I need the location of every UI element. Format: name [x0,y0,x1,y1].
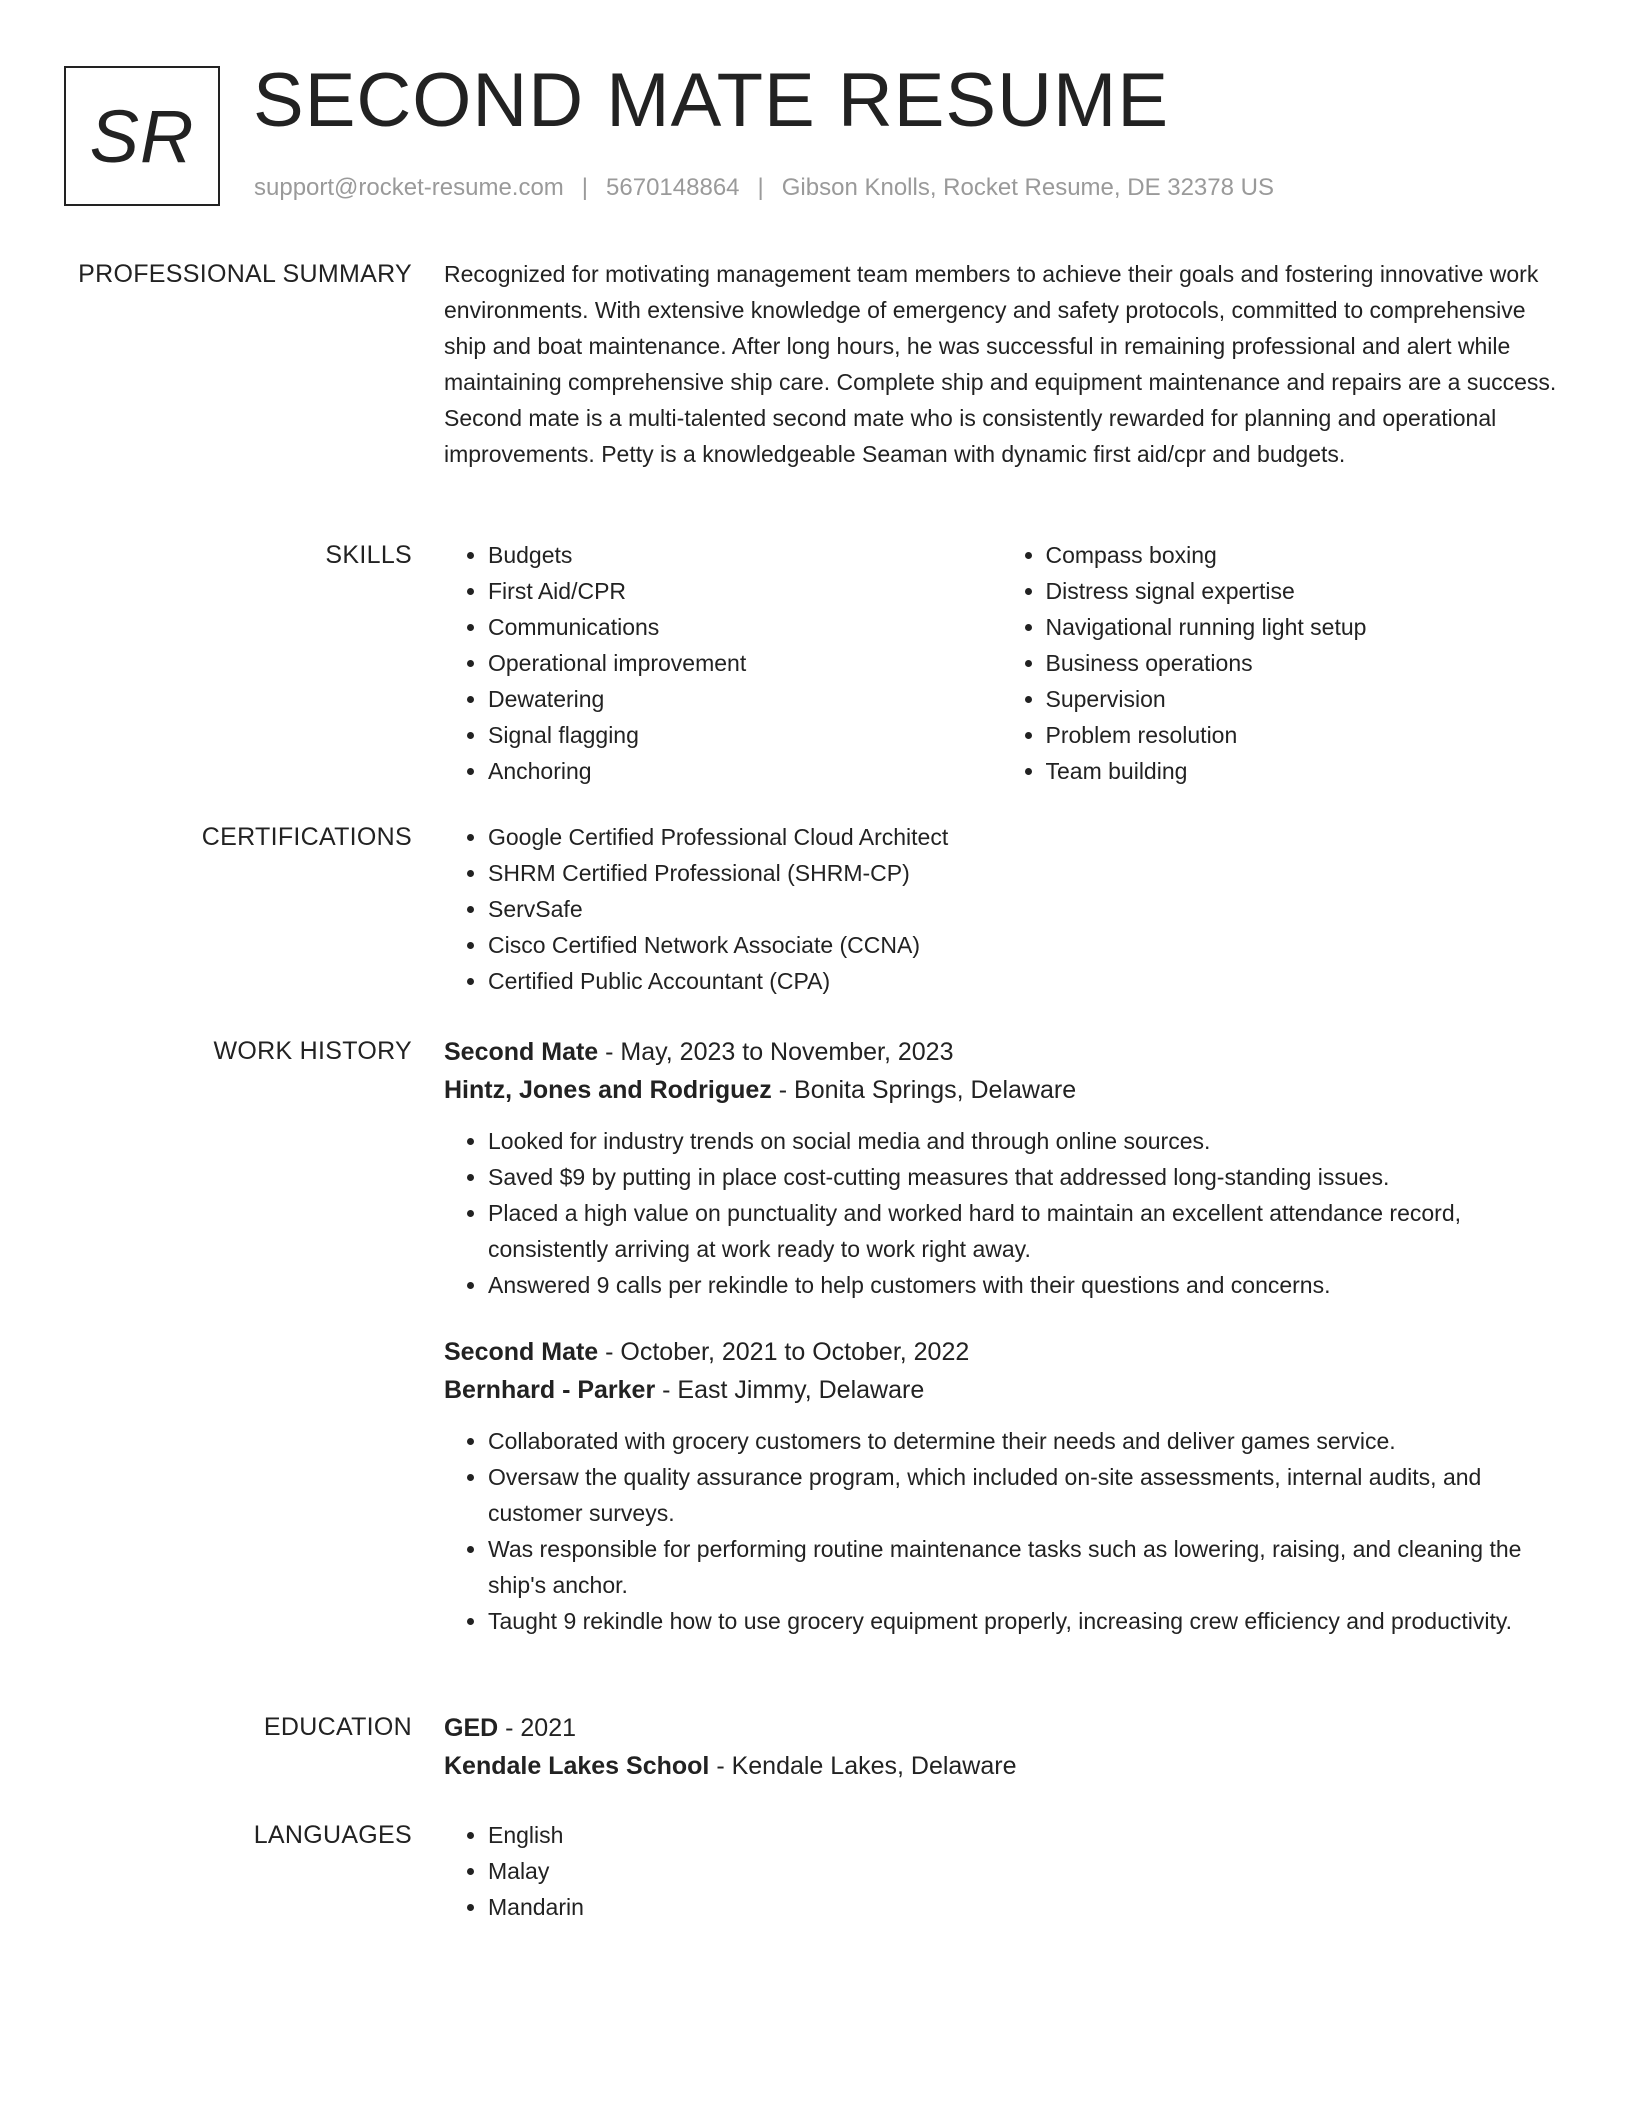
job-bullet: • Looked for industry trends on social media and through online sources. [488,1123,1559,1159]
certification-item: • SHRM Certified Professional (SHRM-CP) [488,855,1559,891]
summary-content [444,256,1559,472]
job-bullet: • Placed a high value on punctuality and worked hard to maintain an excellent attendance record, consistently arriving at work ready to work right away. [488,1195,1559,1267]
job-bullet: • Collaborated with grocery customers to determine their needs and deliver games service. [488,1423,1559,1459]
job-bullet-list [444,1123,1559,1303]
skill-item: • Signal flagging [488,717,1002,753]
job-company: Hintz, Jones and Rodriguez [444,1076,772,1104]
work-history-content [444,1033,1559,1639]
education-degree-line [444,1709,1559,1747]
education-location: - Kendale Lakes, Delaware [709,1752,1017,1780]
education-content [444,1709,1559,1785]
skill-item: • Problem resolution [1046,717,1560,753]
job-location: - Bonita Springs, Delaware [771,1076,1077,1104]
education-label: EDUCATION [263,1713,412,1741]
skill-item: • Team building [1046,753,1560,789]
languages-content [444,1817,1559,1925]
job-dates: - May, 2023 to November, 2023 [598,1038,954,1066]
education-degree: GED [444,1714,499,1742]
education-school: Kendale Lakes School [444,1752,710,1780]
contact-address: Gibson Knolls, Rocket Resume, DE 32378 US [781,174,1274,201]
contact-line [254,174,1274,202]
initials-monogram: SR [64,66,220,206]
skill-item: • Business operations [1046,645,1560,681]
job-bullet-list [444,1423,1559,1639]
job-bullet: • Saved $9 by putting in place cost-cutting measures that addressed long-standing issues. [488,1159,1559,1195]
job-dates: - October, 2021 to October, 2022 [598,1338,970,1366]
education-year: - 2021 [498,1714,577,1742]
certification-item: • ServSafe [488,891,1559,927]
job-title: Second Mate [444,1038,599,1066]
skills-label: SKILLS [325,541,412,569]
job-entry [444,1333,1559,1639]
summary-text: Recognized for motivating management team members to achieve their goals and fostering innovative work environments. With extensive knowledge of emergency and safety protocols, committed to comprehensive ship and boat maintenance. After long hours, he was successful in remaining professional and alert while maintaining comprehensive ship care. Complete ship and equipment maintenance and repairs are a success. Second mate is a multi-talented second mate who is consistently rewarded for planning and operational improvements. Petty is a knowledgeable Seaman with dynamic first aid/cpr and budgets. [444,261,1557,467]
skill-item: • Dewatering [488,681,1002,717]
job-title-line [444,1033,1559,1071]
skills-list-left [444,537,1002,789]
contact-separator: | [581,174,589,201]
contact-email: support@rocket-resume.com [254,174,564,201]
skill-item: • First Aid/CPR [488,573,1002,609]
skill-item: • Operational improvement [488,645,1002,681]
contact-phone: 5670148864 [606,174,740,201]
skill-item: • Budgets [488,537,1002,573]
skill-item: • Navigational running light setup [1046,609,1560,645]
skill-item: • Anchoring [488,753,1002,789]
languages-list [444,1817,1559,1925]
language-item: • English [488,1817,1559,1853]
skills-list-right [1002,537,1560,789]
job-company-line [444,1071,1559,1109]
certifications-content [444,819,1559,999]
certification-item: • Certified Public Accountant (CPA) [488,963,1559,999]
job-company-line [444,1371,1559,1409]
job-location: - East Jimmy, Delaware [655,1376,925,1404]
language-item: • Malay [488,1853,1559,1889]
skill-item: • Supervision [1046,681,1560,717]
job-entry [444,1033,1559,1303]
certification-item: • Cisco Certified Network Associate (CCNA) [488,927,1559,963]
job-company: Bernhard - Parker [444,1376,656,1404]
certifications-label: CERTIFICATIONS [201,823,412,851]
job-bullet: • Was responsible for performing routine maintenance tasks such as lowering, raising, and cleaning the ship's anchor. [488,1531,1559,1603]
job-bullet: • Taught 9 rekindle how to use grocery equipment properly, increasing crew efficiency and productivity. [488,1603,1559,1639]
skill-item: • Distress signal expertise [1046,573,1560,609]
summary-label: PROFESSIONAL SUMMARY [78,260,412,288]
contact-separator: | [757,174,764,201]
job-bullet: • Answered 9 calls per rekindle to help customers with their questions and concerns. [488,1267,1559,1303]
skills-content [444,537,1559,789]
job-bullet: • Oversaw the quality assurance program, which included on-site assessments, internal audits, and customer surveys. [488,1459,1559,1531]
education-school-line [444,1747,1559,1785]
certification-item: • Google Certified Professional Cloud Architect [488,819,1559,855]
skill-item: • Compass boxing [1046,537,1560,573]
certifications-list [444,819,1559,999]
languages-label: LANGUAGES [253,1821,412,1849]
language-item: • Mandarin [488,1889,1559,1925]
job-title-line [444,1333,1559,1371]
resume-title: SECOND MATE RESUME [253,58,1170,143]
work-history-label: WORK HISTORY [213,1037,412,1065]
job-title: Second Mate [444,1338,599,1366]
skill-item: • Communications [488,609,1002,645]
